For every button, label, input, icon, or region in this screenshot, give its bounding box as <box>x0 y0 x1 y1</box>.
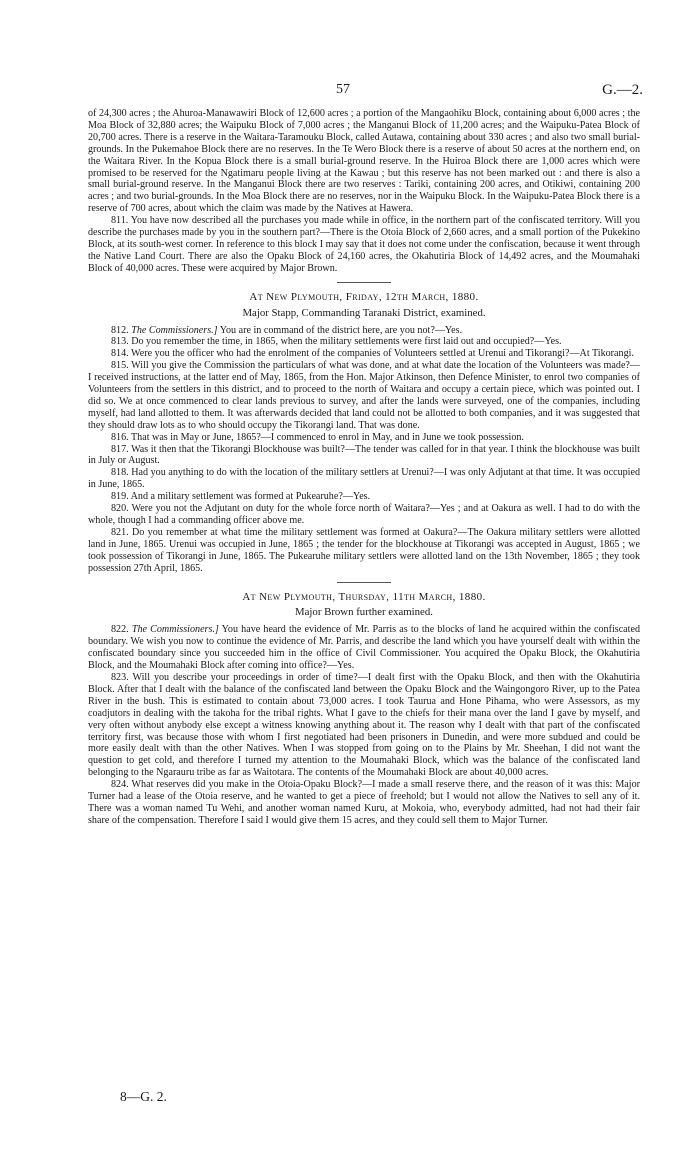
question-text: What reserves did you make in the Otoia-Opaku Block?—I made a small reserve there, and the reason of it was this: Major Turner had a lease of the Otoia reserve, and he wanted to get a piece of freehold; but I would not allow the Natives to sell any of it. There was a woman named Tu Wehi, and another woman named Kuru, at Mokoia, who, everybody admitted, had not had their fair share of the compensation. Therefore I said I would give them 15 acres, and they could sell them to Major Turner. <box>88 779 640 826</box>
question-text: Had you anything to do with the location of the military settlers at Urenui?—I was only Adjutant at that time. It was occupied in June, 1865. <box>88 467 640 491</box>
question-paragraph <box>88 624 640 672</box>
question-paragraph <box>88 527 640 575</box>
question-paragraph <box>88 779 640 827</box>
section-divider <box>337 582 391 583</box>
question-number: 823. <box>111 671 129 683</box>
question-text: Do you remember at what time the military settlement was formed at Oakura?—The Oakura military settlers were allotted land in June, 1865. Urenui was occupied in June, 1865 ; the tender for the blockhouse at Tikorangi was accepted in August, 1865 ; we took possession of Tikorangi in June, 1865. The Pukearuhe military settlers were allotted land on the 13th November, 1865 ; they took possession 27th April, 1865. <box>88 526 640 574</box>
section-subheading: Major Stapp, Commanding Taranaki District, examined. <box>242 306 486 319</box>
question-number: 820. <box>111 503 129 515</box>
question-text: Were you not the Adjutant on duty for the whole force north of Waitara?—Yes ; and at Oakura as well. I had to do with the whole, though I had a commanding officer above me. <box>88 503 640 526</box>
section-heading: At New Plymouth, Friday, 12th March, 1880. <box>249 290 479 303</box>
question-number: 812. <box>111 324 129 336</box>
question-paragraph <box>88 467 640 491</box>
question-text: Do you remember the time, in 1865, when the military settlements were first laid out and occupied?—Yes. <box>128 336 562 348</box>
question-number: 819. <box>111 491 129 503</box>
question-paragraph <box>88 360 640 431</box>
question-number: 815. <box>111 360 129 372</box>
question-number: 813. <box>111 336 129 348</box>
question-paragraph <box>88 491 640 503</box>
document-reference: G.—2. <box>602 82 643 98</box>
section-subheading: Major Brown further examined. <box>295 606 433 619</box>
question-paragraph <box>88 336 640 348</box>
section-divider <box>337 282 391 283</box>
question-number: 824. <box>111 779 129 791</box>
page-number: 57 <box>336 82 350 97</box>
speaker-label: The Commissioners.] <box>131 624 219 636</box>
question-number: 814. <box>111 348 129 360</box>
intro-paragraph: of 24,300 acres ; the Ahuroa-Manawawiri Block of 12,600 acres ; a portion of the Mangaohiku Block, containing about 6,000 acres ; the Moa Block of 32,880 acres; the Waipuku Block of 7,000 acres ; the Manganui Block of 11,200 acres; and the Waipuku-Patea Block of 20,700 acres. There is a reserve in the Waitara-Taramouku Block, called Autawa, containing about 330 acres ; and also two small burial-grounds. In the Pukemahoe Block there are no reserves. In the Te Wero Block there is a reserve of about 50 acres at the northern end, on the Waitara River. In the Kopua Block there is a small burial-ground reserve. In the Huiroa Block there are 1,000 acres which were promised to be reserved for the Ngatimaru people living at the Kawau ; but this reserve has not been marked out : and there is also a small burial-ground reserve. In the Manganui Block there are two reserves : Tariki, containing 200 acres, and Otikiwi, containing 200 acres ; and two burial-grounds. In the Moa Block there are no reserves, nor in the Waipuku Block. In the Waipuku-Patea Block there is a reserve of 700 acres, about which the claim was made by the Natives at Hawera. <box>88 108 640 215</box>
question-text: That was in May or June, 1865?—I commenced to enrol in May, and in June we took possession. <box>128 431 524 443</box>
question-paragraph <box>88 503 640 527</box>
section-heading: At New Plymouth, Thursday, 11th March, 1880. <box>242 590 486 603</box>
question-text: Was it then that the Tikorangi Blockhouse was built?—The tender was called for in that year. I think the blockhouse was built in July or August. <box>88 443 640 467</box>
question-paragraph: 811. You have now described all the purchases you made while in office, in the northern part of the confiscated territory. Will you describe the purchases made by you in the southern part?—There is the Otoia Block of 2,660 acres, and a small portion of the Pukekino Block, at its south-west corner. In reference to this block I may say that it does not come under the confiscation, because it went through the Native Land Court. There are also the Opaku Block of 24,160 acres, the Okahutiria Block of 14,492 acres, and the Moumahaki Block of 40,000 acres. These were acquired by Major Brown. <box>88 215 640 274</box>
question-paragraph <box>88 348 640 360</box>
page-header <box>0 82 700 102</box>
question-text: You are in command of the district here, are you not?—Yes. <box>217 324 463 336</box>
question-text: And a military settlement was formed at Pukearuhe?—Yes. <box>128 491 371 503</box>
question-paragraph <box>88 444 640 468</box>
question-text: Were you the officer who had the enrolment of the companies of Volunteers settled at Urenui and Tikorangi?—At Tikorangi. <box>128 348 634 360</box>
question-text: Will you give the Commission the particulars of what was done, and at what date the location of the Volunteers was made?—I received instructions, at the latter end of May, 1865, from the Hon. Major Atkinson, then Defence Minister, to enrol two companies of Volunteers from the settlers in this district, and to proceed to the north of Waitara and occupy a certain piece, which was pointed out. I did so. We at once commenced to clear lands previous to survey, and after the lands were surveyed, one of the companies, including myself, had land allotted to them. It was afterwards decided that land could not be allotted to both companies, and it was suggested that they should draw lots as to who should occupy the Tikorangi land. That was done. <box>88 360 640 431</box>
question-number: 822. <box>111 624 129 636</box>
question-number: 821. <box>111 526 129 538</box>
page-footer-signature: 8—G. 2. <box>120 1089 167 1104</box>
question-number: 816. <box>111 431 129 443</box>
question-paragraph <box>88 432 640 444</box>
document-body <box>88 108 640 827</box>
question-paragraph <box>88 325 640 337</box>
question-text: You have heard the evidence of Mr. Parris as to the blocks of land he acquired within the confiscated boundary. We wish you now to continue the evidence of Mr. Parris, and describe the land which you have yourself dealt with within the confiscated boundary since you succeeded him in the office of Civil Commissioner. You acquired the Opaku Block, the Okahutiria Block, and the Moumahaki Block after coming into office?—Yes. <box>88 624 640 672</box>
question-text: Will you describe your proceedings in order of time?—I dealt first with the Opaku Block, and then with the Okahutiria Block. After that I dealt with the balance of the confiscated land between the Opaku Block and the Waingongoro River, up to the Patea River in the bush. This is estimated to contain about 73,000 acres. I took Taurua and Hone Pihama, who were Assessors, as my coadjutors in dealing with the takoha for the tribal rights. What I gave to the chiefs for their mana over the land I gave by myself, and very often without anybody else except a witness knowing anything about it. The reason why I dealt with that part of the confiscated territory first, was because those with whom I first negotiated had been prisoners in Dunedin, and were more subdued and could be more easily dealt with than the other Natives. When I was stopped from going on to the Plains by Mr. Sheehan, I did not want the question to get cold, and therefore I turned my attention to the Moumahaki Block, which was the balance of the confiscated land belonging to the Ngarauru tribe as far as Waitotara. The contents of the Moumahaki Block are about 40,000 acres. <box>88 671 640 779</box>
question-number: 817. <box>111 443 129 455</box>
question-paragraph <box>88 672 640 779</box>
question-number: 818. <box>111 467 129 479</box>
speaker-label: The Commissioners.] <box>131 324 218 336</box>
